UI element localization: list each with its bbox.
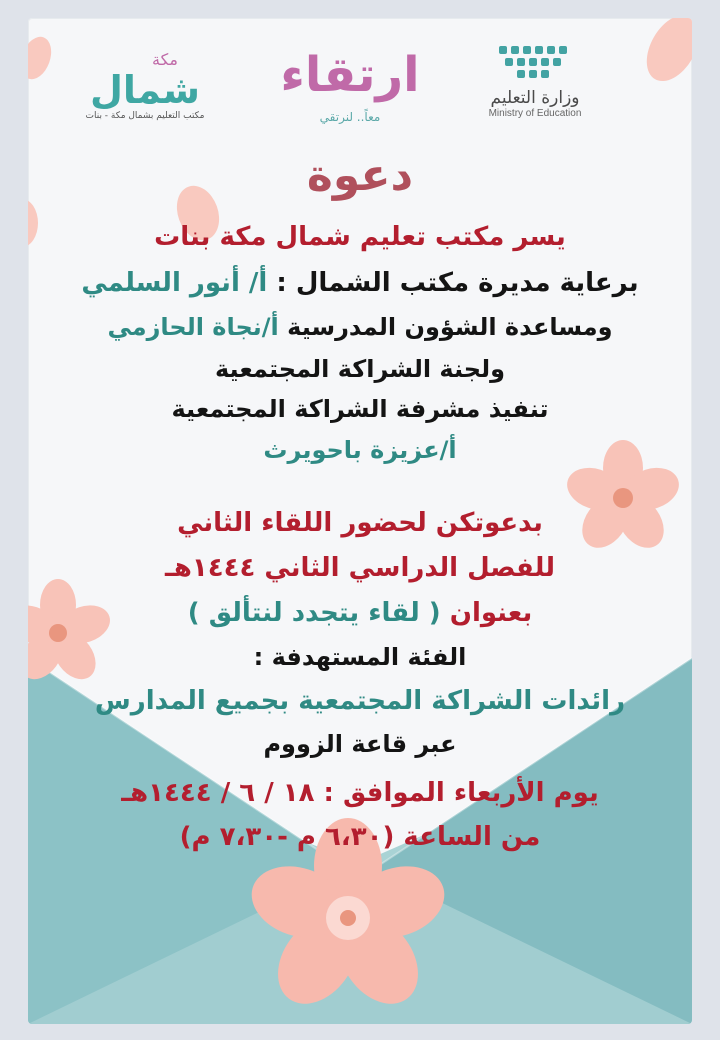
patronage-label: برعاية مديرة مكتب الشمال : (267, 268, 639, 298)
line-patronage (60, 268, 660, 298)
line-committee: ولجنة الشراكة المجتمعية (214, 355, 506, 383)
line-assistant (60, 313, 660, 341)
ministry-logo (470, 42, 600, 119)
line-execution: تنفيذ مشرفة الشراكة المجتمعية (171, 395, 549, 423)
page-title: دعوة (306, 150, 414, 201)
irtiqa-slogan: معاً.. لنرتقي (319, 110, 381, 124)
ministry-name-ar: وزارة التعليم (490, 88, 580, 108)
assistant-label: ومساعدة الشؤون المدرسية (278, 313, 613, 341)
ministry-name-en: Ministry of Education (488, 108, 582, 119)
line-supervisor: أ/عزيزة باحويرث (263, 436, 457, 464)
flower-left (28, 579, 115, 687)
north-makkah-logo-main: شمال (89, 68, 201, 112)
irtiqa-logo-text: ارتقاء (280, 47, 420, 103)
irtiqa-logo (275, 40, 425, 124)
line-venue: عبر قاعة الزووم (263, 730, 457, 758)
north-makkah-logo-top: مكة (152, 50, 178, 69)
subject-title: ( لقاء يتجدد لنتألق ) (187, 598, 441, 628)
line-target-label: الفئة المستهدفة : (253, 643, 467, 671)
line-invite: بدعوتكن لحضور اللقاء الثاني (177, 508, 543, 538)
patronage-name: أ/ أنور السلمي (81, 268, 268, 298)
ministry-emblem-icon (495, 42, 575, 82)
line-date: يوم الأربعاء الموافق : ١٨ / ٦ / ١٤٤٤هـ (121, 778, 599, 808)
line-time: من الساعة (٦،٣٠ م -٧،٣٠ م) (179, 822, 541, 852)
assistant-name: أ/نجاة الحازمي (107, 313, 279, 341)
line-target: رائدات الشراكة المجتمعية بجميع المدارس (94, 686, 626, 716)
north-makkah-logo (80, 50, 210, 121)
line-host: يسر مكتب تعليم شمال مكة بنات (154, 222, 566, 252)
line-semester: للفصل الدراسي الثاني ١٤٤٤هـ (164, 553, 556, 583)
north-makkah-logo-sub: مكتب التعليم بشمال مكة - بنات (85, 111, 205, 121)
line-subject (60, 598, 660, 628)
subject-label: بعنوان (440, 598, 533, 628)
